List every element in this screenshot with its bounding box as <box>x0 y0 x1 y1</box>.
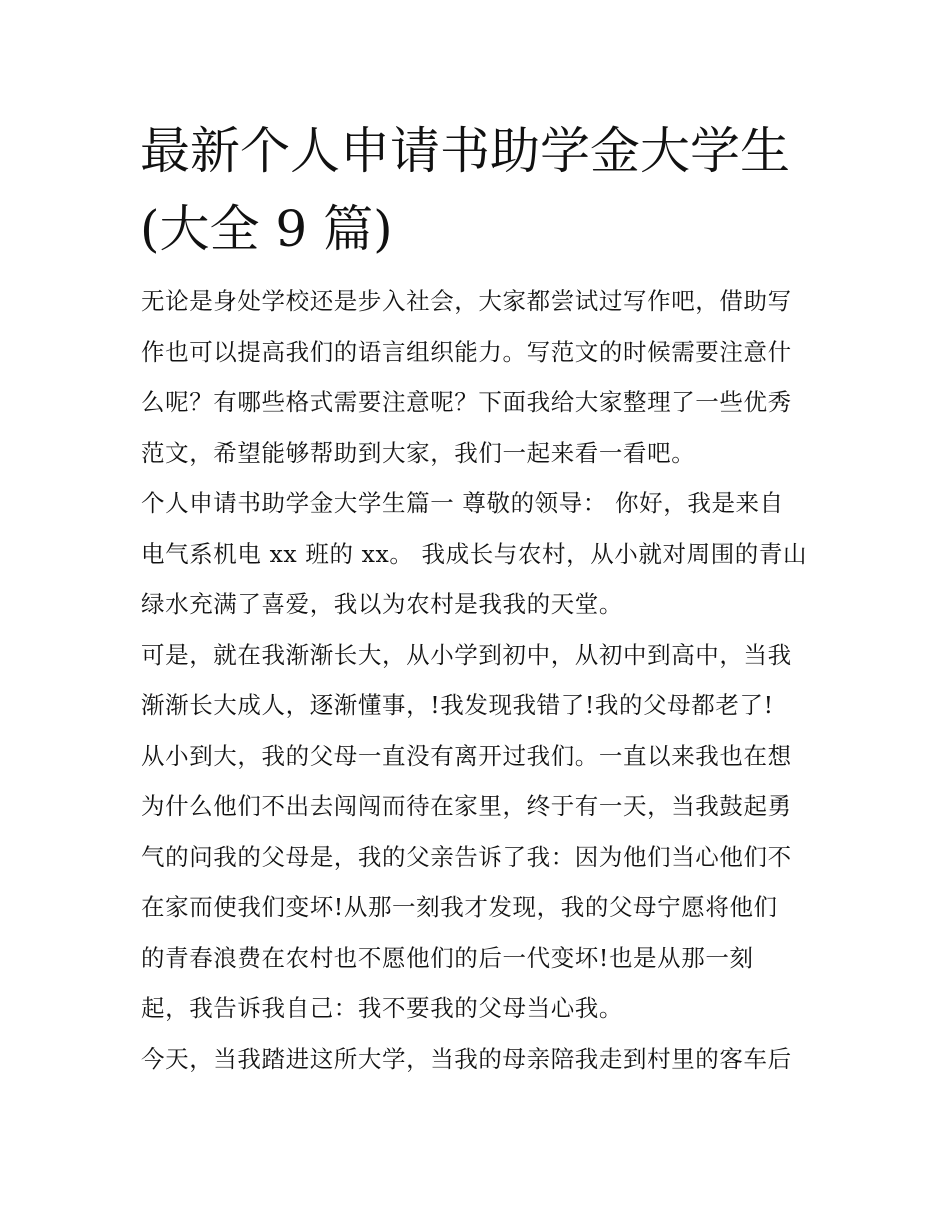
document-title <box>140 112 830 268</box>
body-line: 气的问我的父母是，我的父亲告诉了我：因为他们当心他们不 <box>141 842 792 871</box>
body-line: 绿水充满了喜爱，我以为农村是我我的天堂。 <box>141 590 623 618</box>
body-line: 渐渐长大成人，逐渐懂事，!我发现我错了!我的父母都老了! <box>141 691 774 719</box>
body-line: 的青春浪费在农村也不愿他们的后一代变坏!也是从那一刻 <box>141 943 754 972</box>
body-line: 在家而使我们变坏!从那一刻我才发现，我的父母宁愿将他们 <box>141 893 778 921</box>
body-line: 电气系机电 xx 班的 xx。 我成长与农村，从小就对周围的青山 <box>141 539 808 568</box>
body-line: 无论是身处学校还是步入社会，大家都尝试过写作吧，借助写 <box>141 287 792 315</box>
body-line: 范文，希望能够帮助到大家，我们一起来看一看吧。 <box>141 438 696 467</box>
document-body <box>141 281 821 1089</box>
body-line: 今天，当我踏进这所大学，当我的母亲陪我走到村里的客车后 <box>141 1044 792 1073</box>
title-line: 最新个人申请书助学金大学生 <box>140 122 790 180</box>
body-line: 作也可以提高我们的语言组织能力。写范文的时候需要注意什 <box>141 337 792 366</box>
body-line: 起，我告诉我自己：我不要我的父母当心我。 <box>141 994 623 1022</box>
body-line: 为什么他们不出去闯闯而待在家里，终于有一天，当我鼓起勇 <box>141 792 792 820</box>
body-line: 么呢？有哪些格式需要注意呢？下面我给大家整理了一些优秀 <box>141 388 792 416</box>
body-line: 从小到大，我的父母一直没有离开过我们。一直以来我也在想 <box>141 741 792 770</box>
title-line: (大全 9 篇) <box>140 200 393 258</box>
body-line: 可是，就在我渐渐长大，从小学到初中，从初中到高中，当我 <box>141 640 792 669</box>
body-line: 个人申请书助学金大学生篇一 尊敬的领导： 你好，我是来自 <box>141 489 784 517</box>
